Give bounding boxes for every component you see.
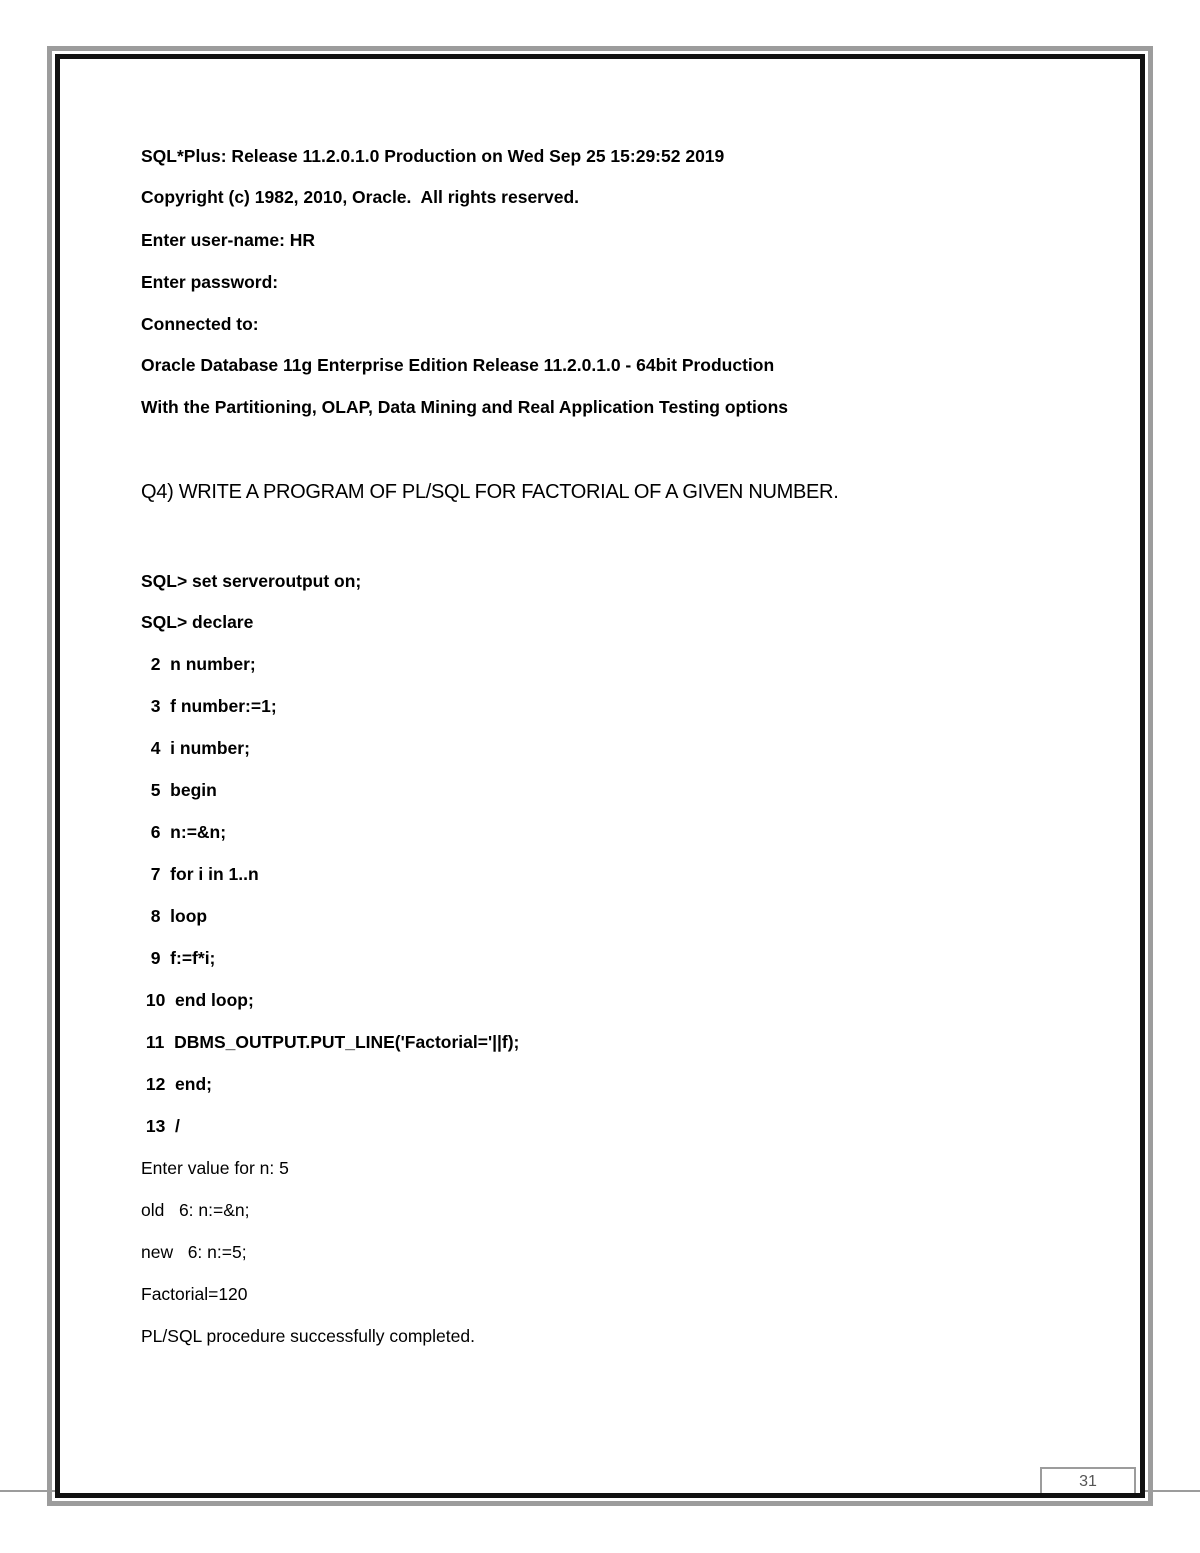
- question-heading: Q4) WRITE A PROGRAM OF PL/SQL FOR FACTORIAL OF A GIVEN NUMBER.: [141, 481, 839, 503]
- database-version-line: Oracle Database 11g Enterprise Edition Release 11.2.0.1.0 - 64bit Production: [141, 355, 775, 375]
- code-line: 7 for i in 1..n: [141, 864, 259, 884]
- code-line: 11 DBMS_OUTPUT.PUT_LINE('Factorial='||f);: [141, 1032, 520, 1052]
- code-line: SQL> set serveroutput on;: [141, 571, 362, 591]
- code-line: 3 f number:=1;: [141, 696, 277, 716]
- output-line: Factorial=120: [141, 1284, 248, 1304]
- code-line: SQL> declare: [141, 612, 254, 632]
- footer-rule-left: [0, 1490, 55, 1492]
- code-line: 4 i number;: [141, 738, 250, 758]
- code-line: 10 end loop;: [141, 990, 254, 1010]
- code-line: 13 /: [141, 1116, 180, 1136]
- password-line: Enter password:: [141, 272, 279, 292]
- page-number: 31: [1040, 1467, 1136, 1493]
- session-banner-line: SQL*Plus: Release 11.2.0.1.0 Production on Wed Sep 25 15:29:52 2019: [141, 146, 725, 166]
- code-line: 12 end;: [141, 1074, 212, 1094]
- copyright-line: Copyright (c) 1982, 2010, Oracle. All rights reserved.: [141, 187, 580, 207]
- output-line: Enter value for n: 5: [141, 1158, 289, 1178]
- code-line: 6 n:=&n;: [141, 822, 227, 842]
- output-line: old 6: n:=&n;: [141, 1200, 250, 1220]
- output-line: PL/SQL procedure successfully completed.: [141, 1326, 475, 1346]
- output-line: new 6: n:=5;: [141, 1242, 247, 1262]
- connected-line: Connected to:: [141, 314, 259, 334]
- code-line: 2 n number;: [141, 654, 256, 674]
- code-line: 8 loop: [141, 906, 208, 926]
- code-line: 5 begin: [141, 780, 217, 800]
- footer-rule-right: [1145, 1490, 1200, 1492]
- code-line: 9 f:=f*i;: [141, 948, 216, 968]
- username-line: Enter user-name: HR: [141, 230, 316, 250]
- options-line: With the Partitioning, OLAP, Data Mining and Real Application Testing options: [141, 397, 789, 417]
